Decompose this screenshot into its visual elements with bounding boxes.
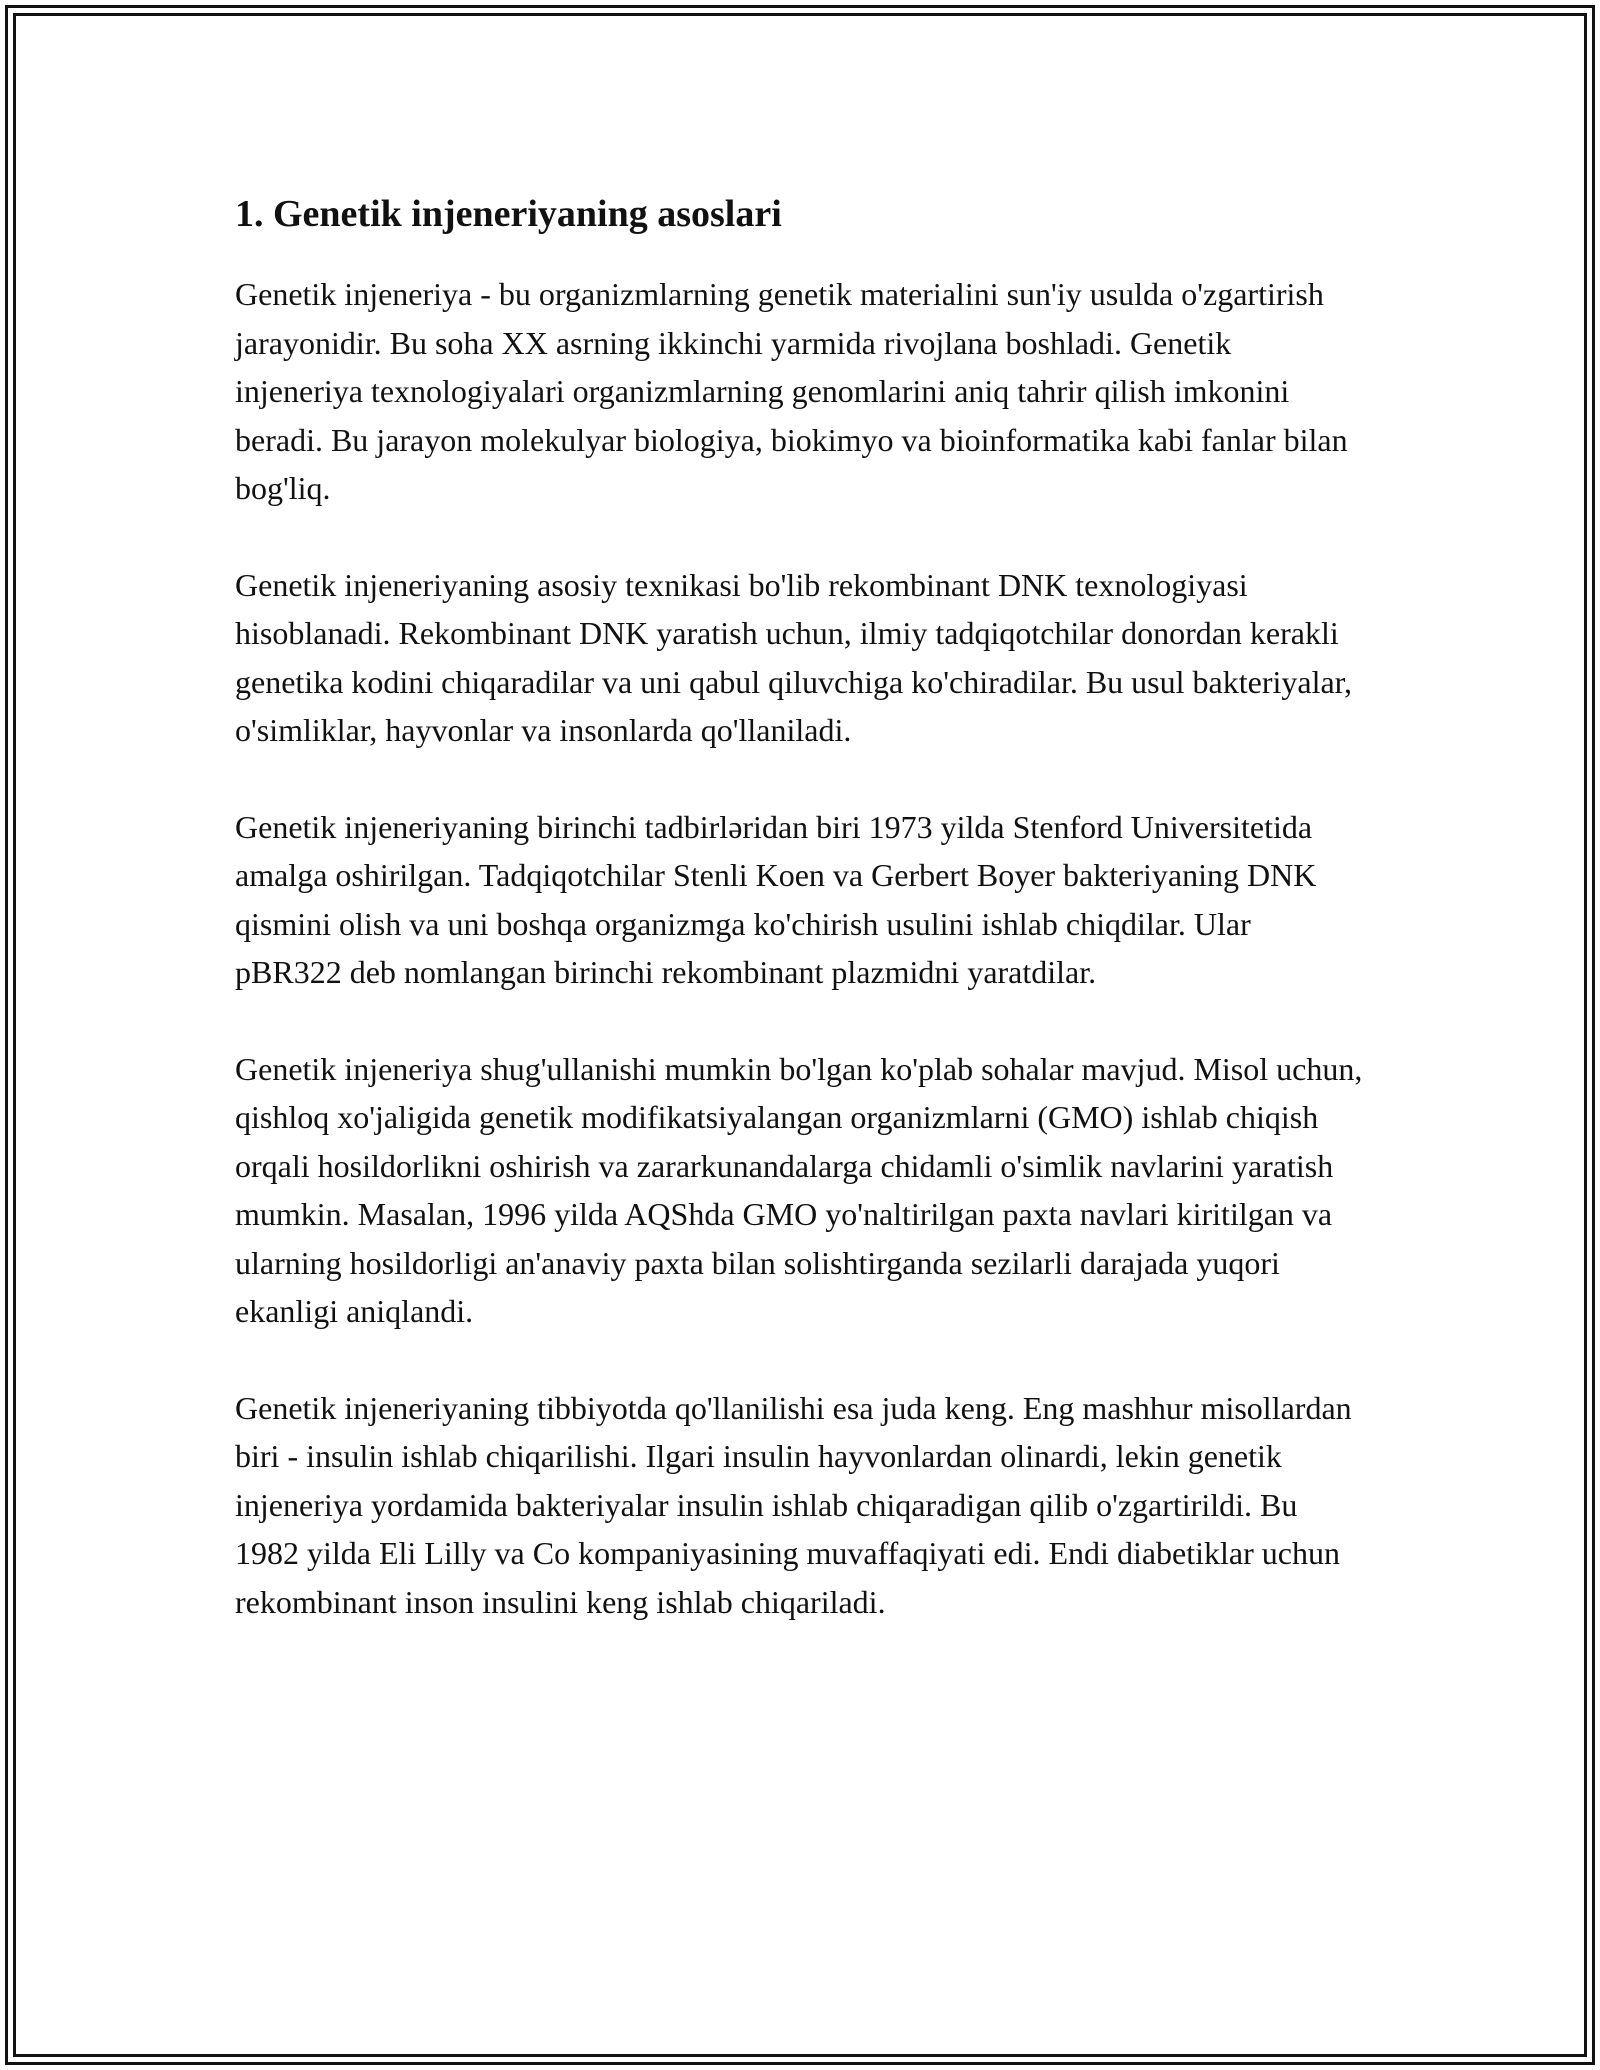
paragraph-history: Genetik injeneriyaning birinchi tadbirlәridan biri 1973 yilda Stenford Universitetida amalga oshirilgan. Tadqiqotchilar Stenli Koen va Gerbert Boyer bakteriyaning DNK qismini olish va uni boshqa organizmga ko'chirish usulini ishlab chiqdilar. Ular pBR322 deb nomlangan birinchi rekombinant plazmidni yaratdilar. xyxy=(235,808,1317,990)
paragraph-intro: Genetik injeneriya - bu organizmlarning genetik materialini sun'iy usulda o'zgartirish jarayonidir. Bu soha XX asrning ikkinchi yarmida rivojlana boshladi. Genetik injeneriya texnologiyalari organizmlarning genomlarini aniq tahrir qilish imkonini beradi. Bu jarayon molekulyar biologiya, biokimyo va bioinformatika kabi fanlar bilan bog'liq. xyxy=(235,276,1348,506)
document-page xyxy=(235,188,1365,1674)
paragraph-recombinant-dna: Genetik injeneriyaning asosiy texnikasi bo'lib rekombinant DNK texnologiyasi hisoblanadi. Rekombinant DNK yaratish uchun, ilmiy tadqiqotchilar donordan kerakli genetika kodini chiqaradilar va uni qabul qiluvchiga ko'chiradilar. Bu usul bakteriyalar, o'simliklar, hayvonlar va insonlarda qo'llaniladi. xyxy=(235,566,1353,748)
paragraph-medicine: Genetik injeneriyaning tibbiyotda qo'llanilishi esa juda keng. Eng mashhur misollardan biri - insulin ishlab chiqarilishi. Ilgari insulin hayvonlardan olinardi, lekin genetik injeneriya yordamida bakteriyalar insulin ishlab chiqaradigan qilib o'zgartirildi. Bu 1982 yilda Eli Lilly va Co kompaniyasining muvaffaqiyati edi. Endi diabetiklar uchun rekombinant inson insulini keng ishlab chiqariladi. xyxy=(235,1389,1352,1620)
section-title: 1. Genetik injeneriyaning asoslari xyxy=(235,193,782,235)
paragraph-agriculture: Genetik injeneriya shug'ullanishi mumkin bo'lgan ko'plab sohalar mavjud. Misol uchun, qishloq xo'jaligida genetik modifikatsiyalangan organizmlarni (GMO) ishlab chiqish orqali hosildorlikni oshirish va zararkunandalarga chidamli o'simlik navlarini yaratish mumkin. Masalan, 1996 yilda AQShda GMO yo'naltirilgan paxta navlari kiritilgan va ularning hosildorligi an'anaviy paxta bilan solishtirganda sezilarli darajada yuqori ekanligi aniqlandi. xyxy=(235,1050,1363,1329)
